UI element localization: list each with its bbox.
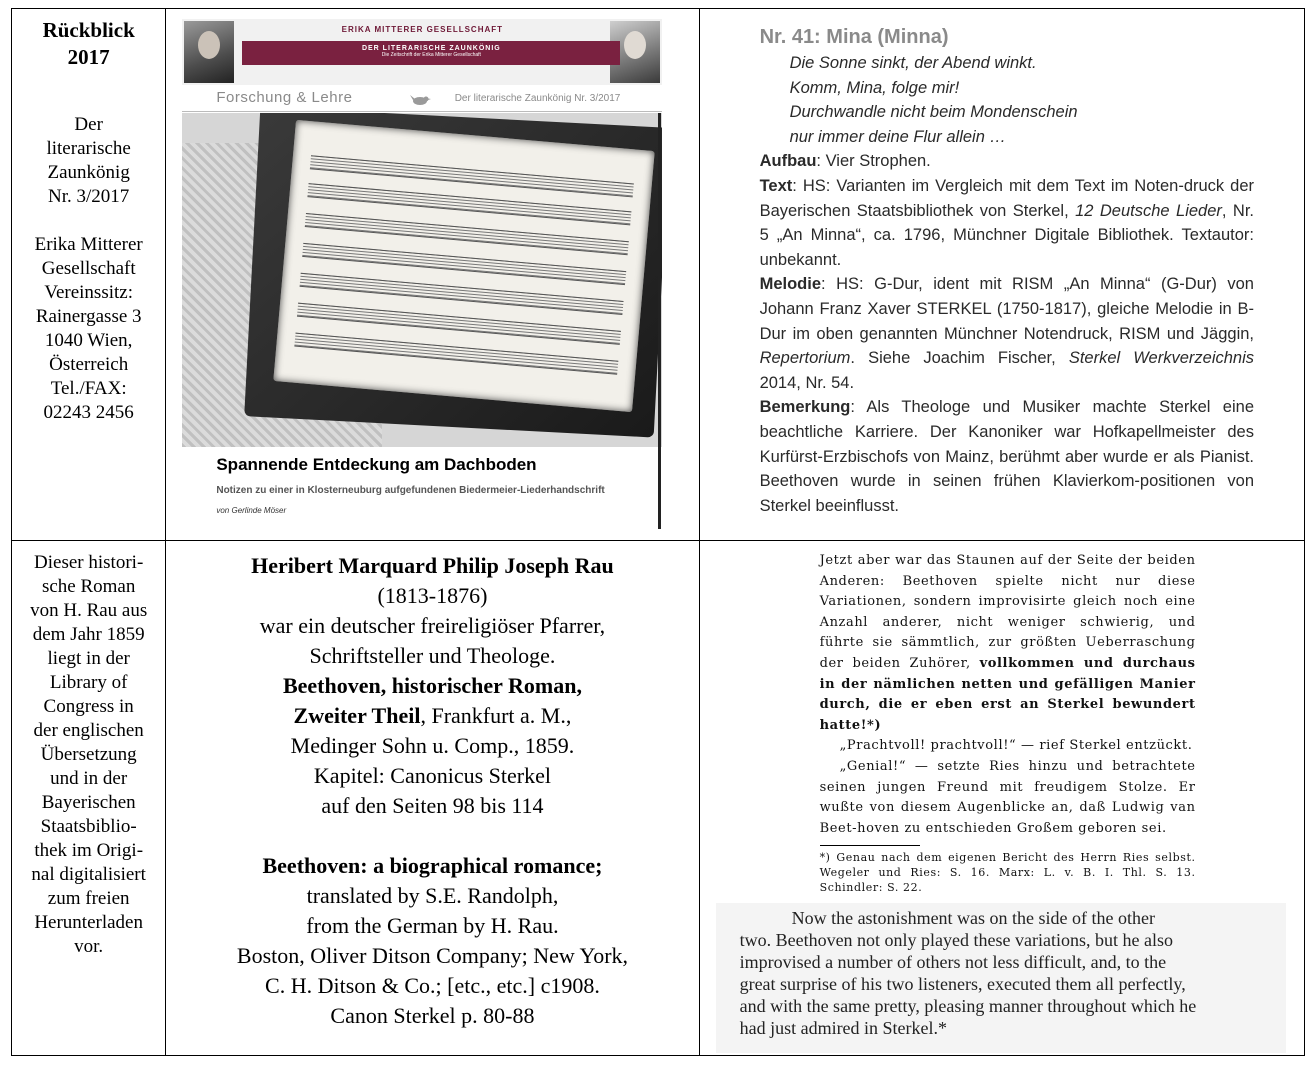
translation-line: C. H. Ditson & Co.; [etc., etc.] c1908. <box>265 973 600 998</box>
left-info-cell <box>12 9 166 541</box>
melodie-body: : HS: G-Dur, ident mit RISM „An Minna“ (G-Dur) von Johann Franz Xaver STERKEL (1750-1817), gleiche Melodie in B-Dur im oben genannten Münchner Notendruck, RISM und Jäggin, <box>759 275 1254 343</box>
address-line: Vereinssitz: <box>44 282 133 303</box>
magazine-info <box>12 113 165 209</box>
author-bio <box>166 541 698 1031</box>
text-body: : HS: Varianten im Vergleich mit dem Text im Noten-druck der Bayerischen Staatsbibliothek von Sterkel, <box>759 176 1254 220</box>
book-chapter: Kapitel: Canonicus Sterkel <box>313 763 551 788</box>
melodie-italic: Sterkel Werkverzeichnis <box>1068 349 1255 368</box>
verse-line: Durchwandle nicht beim Mondenschein <box>789 103 1078 122</box>
wren-icon <box>410 93 432 107</box>
portrait-image <box>184 21 234 83</box>
scan-cell <box>699 541 1304 1056</box>
melodie-body: 2014, Nr. 54. <box>759 373 855 392</box>
author-years: (1813-1876) <box>377 583 488 608</box>
address-line: Rainergasse 3 <box>35 306 142 327</box>
book-pages: auf den Seiten 98 bis 114 <box>321 793 544 818</box>
footnote-divider <box>820 845 920 846</box>
manuscript-photo <box>182 113 662 447</box>
band-subtitle: Die Zeitschrift der Erika Mitterer Gesellschaft <box>381 52 481 58</box>
bemerkung-text: : Als Theologe und Musiker machte Sterkel eine beachtliche Karriere. Der Kanoniker war Hofkapellmeister des Kurfürst-Erzbischofs von Mainz, berühmt aber wurde er als Pianist. Beethoven wurde in seinen frühen Klavierkom-positionen von Sterkel beeinflusst. <box>759 398 1254 515</box>
text-italic: 12 Deutsche Lieder <box>1075 201 1222 220</box>
fraktur-footnote: *) Genau nach dem eigenen Bericht des Herrn Ries selbst. Wegeler und Ries: S. 16. Marx: L. v. B. I. Thl. S. 13. Schindler: S. 22. <box>819 851 1196 895</box>
author-name: Heribert Marquard Philip Joseph Rau <box>251 553 614 578</box>
aufbau-label: Aufbau <box>759 152 817 171</box>
melodie-body: . Siehe Joachim Fischer, <box>850 349 1069 368</box>
heading <box>12 17 165 71</box>
text-scans <box>700 541 1304 1055</box>
band-title: DER LITERARISCHE ZAUNKÖNIG <box>361 45 501 52</box>
translation-line: Canon Sterkel p. 80-88 <box>330 1003 535 1028</box>
author-desc: war ein deutscher freireligiöser Pfarrer, <box>259 613 606 638</box>
book-place: , Frankfurt a. M., <box>420 703 572 728</box>
english-line: Now the astonishment was on the side of the other <box>791 908 1156 928</box>
note-line: Bayerischen <box>41 792 136 813</box>
text-body: , Nr. 5 „An Minna“, ca. 1796, Münchner Digitale Bibliothek. Textautor: unbekannt. <box>759 201 1254 269</box>
note-line: liegt in der <box>47 648 130 669</box>
english-line: improvised a number of others not less difficult, and, to the <box>739 952 1167 972</box>
aufbau-paragraph <box>760 149 1254 174</box>
cover-headline: Spannende Entdeckung am Dachboden <box>216 455 537 474</box>
verse-line: nur immer deine Flur allein … <box>789 127 1006 146</box>
note-line: der englischen <box>33 720 144 741</box>
title-band <box>242 41 620 65</box>
note-line: Staatsbiblio- <box>40 816 137 837</box>
english-excerpt <box>716 903 1286 1053</box>
left-note-cell <box>12 541 166 1056</box>
note-line: thek im Origi- <box>34 840 144 861</box>
cover-cell <box>166 9 699 541</box>
verse-line: Die Sonne sinkt, der Abend winkt. <box>789 54 1037 72</box>
bemerkung-label: Bemerkung <box>759 398 851 417</box>
fraktur-excerpt <box>820 551 1196 895</box>
bemerkung-paragraph <box>760 395 1254 518</box>
address-line: Tel./FAX: <box>50 378 127 399</box>
note-line: Dieser histori- <box>34 552 144 573</box>
note-line: vor. <box>74 936 104 957</box>
text-label: Text <box>759 176 793 195</box>
section-label: Forschung & Lehre <box>216 89 353 106</box>
fraktur-bold: vollkommen und durchaus in der nämlichen netten und gefälligen Manier durch, die er eben erst an Sterkel bewundert hatte!*) <box>819 655 1196 733</box>
text-paragraph <box>760 174 1254 272</box>
note-line: dem Jahr 1859 <box>32 624 145 645</box>
heading-line: Rückblick <box>42 18 135 42</box>
book-title: Zweiter Theil <box>293 703 421 728</box>
note-line: Congress in <box>43 696 134 717</box>
society-name: ERIKA MITTERER GESELLSCHAFT <box>341 25 504 34</box>
english-line: and with the same pretty, pleasing manner throughout which he <box>739 996 1197 1016</box>
fraktur-quote: „Prachtvoll! prachtvoll!“ — rief Sterkel entzückt. <box>839 738 1193 754</box>
note-line: nal digitalisiert <box>31 864 146 885</box>
issue-label: Der literarische Zaunkönig Nr. 3/2017 <box>454 93 621 104</box>
note-line: Library of <box>49 672 128 693</box>
note-line: und in der <box>50 768 128 789</box>
magazine-line: Zaunkönig <box>47 162 130 183</box>
magazine-cover <box>182 19 662 529</box>
translation-title: Beethoven: a biographical romance; <box>262 853 603 878</box>
cover-edge <box>658 113 661 529</box>
song-verse <box>760 51 1254 149</box>
song-title: Nr. 41: Mina (Minna) <box>759 26 949 48</box>
english-line: had just admired in Sterkel.* <box>739 1018 948 1038</box>
author-desc: Schriftsteller und Theologe. <box>309 643 556 668</box>
book-title-line <box>166 701 698 731</box>
aufbau-text: : Vier Strophen. <box>816 152 931 171</box>
english-line: great surprise of his two listeners, executed them all perfectly, <box>739 974 1186 994</box>
song-cell <box>699 9 1304 541</box>
translation-line: translated by S.E. Randolph, <box>306 883 559 908</box>
book-publisher: Medinger Sohn u. Comp., 1859. <box>290 733 575 758</box>
heading-line: 2017 <box>67 45 110 69</box>
address-line: Erika Mitterer <box>34 234 143 255</box>
note-line: von H. Rau aus <box>30 600 148 621</box>
content-table <box>11 8 1305 1056</box>
melodie-label: Melodie <box>759 275 822 294</box>
address-info <box>12 233 165 425</box>
fraktur-quote: „Genial!“ — setzte Ries hinzu und betrachtete seinen jungen Freund mit freudigem Stolze. Er wußte von diesem Augenblicke an, daß Ludwig van Beet-hoven zu entschieden Großem geboren sei. <box>819 758 1196 836</box>
fraktur-text: Jetzt aber war das Staunen auf der Seite der beiden Anderen: Beethoven spielte nicht nur diese Variationen, sondern improvisirte gleich noch eine Anzahl anderer, nicht weniger schwierig, und führte sie sämmtlich, zur größten Ueberraschung der beiden Zuhörer, <box>819 553 1196 671</box>
magazine-line: literarische <box>46 138 131 159</box>
english-line: two. Beethoven not only played these variations, but he also <box>739 930 1173 950</box>
divider <box>182 111 662 112</box>
magazine-line: Nr. 3/2017 <box>48 186 130 207</box>
address-line: Österreich <box>49 354 129 375</box>
translation-line: Boston, Oliver Ditson Company; New York, <box>236 943 629 968</box>
translation-line: from the German by H. Rau. <box>306 913 559 938</box>
book-title: Beethoven, historischer Roman, <box>282 673 582 698</box>
note-line: Übersetzung <box>40 744 137 765</box>
cover-subline: Notizen zu einer in Klosterneuburg aufgefundenen Biedermeier-Liederhandschrift <box>216 485 605 496</box>
melodie-paragraph <box>760 272 1254 395</box>
verse-line: Komm, Mina, folge mir! <box>789 78 960 97</box>
melodie-italic: Repertorium <box>759 349 851 368</box>
address-line: 1040 Wien, <box>44 330 133 351</box>
note-line: sche Roman <box>41 576 136 597</box>
bio-cell <box>166 541 699 1056</box>
note-line: Herunterladen <box>34 912 143 933</box>
cover-author: von Gerlinde Möser <box>216 506 287 515</box>
note-line: zum freien <box>47 888 130 909</box>
magazine-line: Der <box>74 114 103 135</box>
address-line: 02243 2456 <box>43 402 134 423</box>
song-entry <box>700 9 1304 518</box>
address-line: Gesellschaft <box>41 258 136 279</box>
